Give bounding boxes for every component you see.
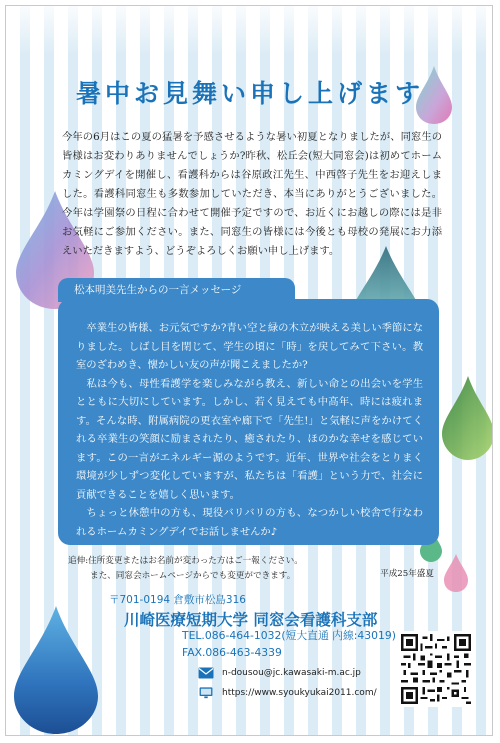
- qr-code[interactable]: [398, 631, 474, 707]
- message-paragraph: ちょっと休憩中の方も、現役バリバリの方も、なつかしい校舎で行なわれるホームカミングデイでお話しませんか♪: [76, 507, 423, 538]
- postal-address: 〒701-0194 倉敷市松島316: [109, 594, 246, 606]
- drop-decoration-green-right: [442, 376, 493, 460]
- postscript-line: 追伸:住所変更またはお名前が変わった方はご一報ください。: [68, 556, 303, 566]
- email-link[interactable]: n-dousou@jc.kawasaki-m.ac.jp: [222, 668, 361, 678]
- mail-icon: [198, 667, 214, 679]
- date-label: 平成25年盛夏: [380, 569, 434, 579]
- telephone: TEL.086-464-1032(短大直通 内線:43019): [182, 629, 396, 642]
- fax-number: FAX.086-463-4339: [182, 646, 282, 659]
- monitor-icon: [198, 687, 214, 699]
- intro-paragraph: 今年の6月はこの夏の猛暑を予感させるような暑い初夏となりましたが、同窓生の皆様はお変わりありませんでしょうか?昨秋、松丘会(短大同窓会)は初めてホームカミングデイを開催し、看護科からは谷原政江先生、中西啓子先生をお迎えしました。看護科同窓生も多数参加していただき、本当にありがとうございました。今年は学園祭の日程に合わせて開催予定ですので、お近くにお越しの際には是非お気軽にご参加ください。また、同窓生の皆様には今後とも母校の発展にお力添えいただきますよう、どうぞよろしくお願い申し上げます。: [62, 131, 442, 257]
- organization-name: 川崎医療短期大学 同窓会看護科支部: [124, 611, 378, 629]
- message-heading: 松本明美先生からの一言メッセージ: [58, 278, 295, 302]
- message-paragraph: 私は今も、母性看護学を楽しみながら教え、新しい命との出会いを学生とともに大切にしています。しかし、若く見えても中高年、時には疲れます。そんな時、附属病院の更衣室や廊下で「先生!」と気軽に声をかけてくれる卒業生の笑顔に励まされたり、癒されたり、ほのかな幸せを感じています。この一言がエネルギー源のようです。近年、世界や社会をとりまく環境が少しずつ変化していますが、私たちは「看護」という力で、社会に貢献できることを嬉しく思います。: [76, 377, 424, 501]
- drop-decoration-blue-bottom-left: [14, 606, 98, 734]
- message-box: [58, 299, 439, 545]
- website-link[interactable]: https://www.syoukyukai2011.com/: [222, 688, 377, 698]
- website-row: [198, 684, 377, 702]
- page-title: 暑中お見舞い申し上げます: [75, 79, 424, 108]
- email-row: [198, 664, 361, 682]
- postscript-line: また、同窓会ホームページからでも変更ができます。: [90, 571, 296, 581]
- postcard: [5, 5, 493, 736]
- message-paragraph: 卒業生の皆様、お元気ですか?青い空と緑の木立が映える美しい季節になりました。しばし目を閉じて、学生の頃に「時」を戻してみて下さい。教室のざわめき、懐かしい友の声が聞こえましたか?: [76, 322, 423, 371]
